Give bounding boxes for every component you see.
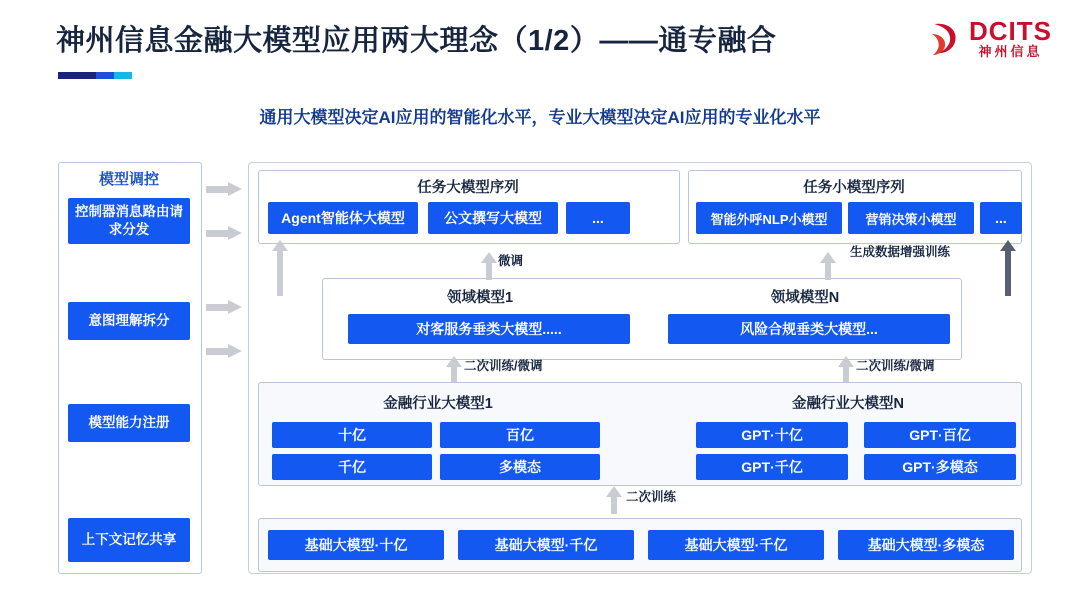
flow-arrow-right-4 [206,344,242,358]
arrow-up-secondary-train [606,486,622,514]
label-secondary-train-tune-right: 二次训练/微调 [856,359,935,373]
chip-industry-1-1[interactable]: 百亿 [440,422,600,448]
subtitle: 通用大模型决定AI应用的智能化水平，专业大模型决定AI应用的专业化水平 [259,108,821,127]
arrow-up-secondary-left [446,356,462,382]
flow-arrow-right-3 [206,300,242,314]
chip-task-small-0[interactable]: 智能外呼NLP小模型 [696,202,842,234]
group-industry-n-title: 金融行业大模型N [792,396,904,412]
group-task-small-title: 任务小模型序列 [803,180,905,196]
flow-arrow-right-1 [206,182,242,196]
chip-base-0[interactable]: 基础大模型·十亿 [268,530,444,560]
chip-base-2[interactable]: 基础大模型·千亿 [648,530,824,560]
chip-task-big-0[interactable]: Agent智能体大模型 [268,202,418,234]
chip-task-small-2[interactable]: ... [980,202,1022,234]
flow-arrow-right-2 [206,226,242,240]
page-title: 神州信息金融大模型应用两大理念（1/2）——通专融合 [56,25,777,57]
chip-industry-1-2[interactable]: 千亿 [272,454,432,480]
left-item-0[interactable]: 控制器消息路由请求分发 [68,198,190,244]
chip-industry-n-0[interactable]: GPT·十亿 [696,422,848,448]
label-secondary-train: 二次训练 [626,490,677,504]
left-item-1[interactable]: 意图理解拆分 [68,302,190,340]
logo-text-main: DCITS [969,16,1052,46]
chip-base-3[interactable]: 基础大模型·多模态 [838,530,1014,560]
chip-industry-n-3[interactable]: GPT·多模态 [864,454,1016,480]
logo-text-sub: 神州信息 [978,44,1043,59]
chip-domain-1-0[interactable]: 对客服务垂类大模型..... [348,314,630,344]
chip-industry-n-2[interactable]: GPT·千亿 [696,454,848,480]
arrow-up-secondary-right [838,356,854,382]
label-data-aug: 生成数据增强训练 [849,245,950,259]
arrow-up-data-aug [820,252,836,280]
arrow-up-fine-tune [481,252,497,280]
dcits-swirl-logo-icon [928,20,962,58]
chip-industry-1-3[interactable]: 多模态 [440,454,600,480]
label-secondary-train-tune-left: 二次训练/微调 [464,359,543,373]
group-task-big-title: 任务大模型序列 [417,180,519,196]
chip-task-big-1[interactable]: 公文撰写大模型 [428,202,558,234]
group-domain-n-title: 领域模型N [770,290,840,306]
chip-task-big-2[interactable]: ... [566,202,630,234]
group-industry-1-title: 金融行业大模型1 [383,396,493,412]
chip-industry-n-1[interactable]: GPT·百亿 [864,422,1016,448]
chip-domain-n-0[interactable]: 风险合规垂类大模型... [668,314,950,344]
title-underline [58,72,132,79]
group-domain-1-title: 领域模型1 [446,290,514,306]
chip-base-1[interactable]: 基础大模型·千亿 [458,530,634,560]
left-panel-title: 模型调控 [98,171,159,188]
left-item-3[interactable]: 上下文记忆共享 [68,518,190,562]
label-fine-tune: 微调 [498,254,524,268]
arrow-up-right-long [1000,240,1016,296]
arrow-up-left-long [272,240,288,296]
brand-logo [928,18,1052,61]
chip-industry-1-0[interactable]: 十亿 [272,422,432,448]
chip-task-small-1[interactable]: 营销决策小模型 [848,202,974,234]
left-item-2[interactable]: 模型能力注册 [68,404,190,442]
